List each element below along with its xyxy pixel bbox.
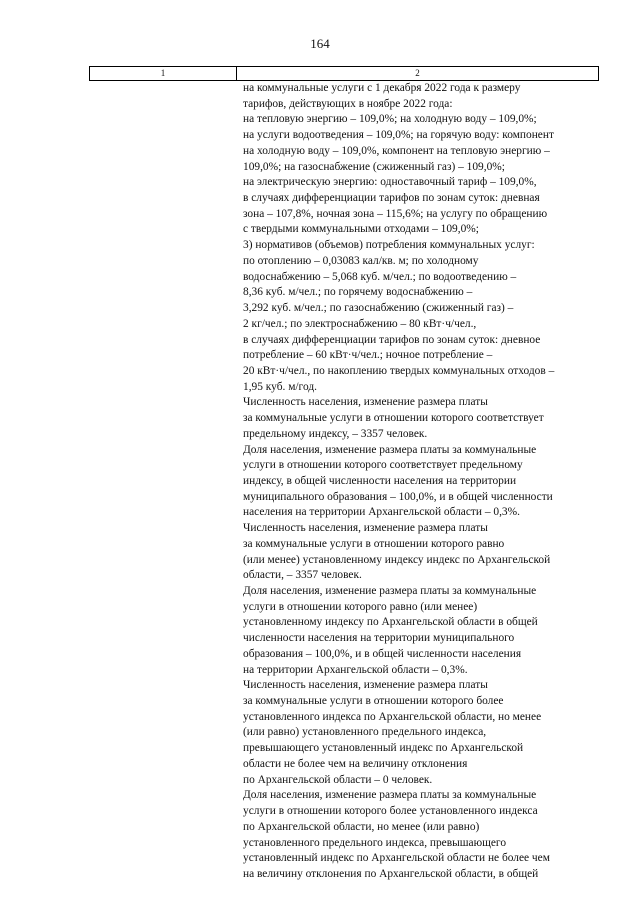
text-line: Численность населения, изменение размера платы (243, 522, 488, 535)
column-2-header: 2 (237, 67, 599, 80)
column-2-cell (236, 81, 599, 911)
text-line: на коммунальные услуги с 1 декабря 2022 года к размеру (243, 82, 521, 94)
text-line: Доля населения, изменение размера платы за коммунальные (243, 585, 537, 597)
text-line: Доля населения, изменение размера платы за коммунальные (243, 789, 537, 802)
text-line: установленный индекс по Архангельской области не более чем (243, 852, 550, 865)
text-line: услуги в отношении которого равно (или менее) (243, 600, 478, 613)
text-line: в случаях дифференциации тарифов по зонам суток: дневное (243, 333, 541, 346)
text-line: (или менее) установленному индексу индекс по Архангельской (243, 553, 551, 566)
text-line: 1,95 куб. м/год. (243, 380, 317, 393)
text-line: области, – 3357 человек. (243, 569, 362, 582)
document-table (89, 66, 599, 911)
text-line: 8,36 куб. м/чел.; по горячему водоснабжению – (243, 286, 473, 299)
text-line: по Архангельской области, но менее (или равно) (243, 820, 480, 833)
text-line: 2 кг/чел.; по электроснабжению – 80 кВт·ч/чел., (243, 317, 477, 330)
text-line: на холодную воду – 109,0%, компонент на тепловую энергию – (243, 144, 550, 157)
table-header-row (89, 66, 599, 81)
text-line: на электрическую энергию: одноставочный тариф – 109,0%, (243, 176, 537, 189)
text-line: тарифов, действующих в ноябре 2022 года: (243, 97, 453, 110)
text-line: населения на территории Архангельской области – 0,3%. (243, 506, 520, 519)
text-line: за коммунальные услуги в отношении которого соответствует (243, 412, 544, 425)
text-line: на величину отклонения по Архангельской области, в общей (243, 867, 539, 880)
text-line: области не более чем на величину отклонения (243, 757, 468, 770)
text-line: численности населения на территории муниципального (243, 632, 515, 645)
text-line: 109,0%; на газоснабжение (сжиженный газ) – 109,0%; (243, 160, 505, 173)
text-line: 3,292 куб. м/чел.; по газоснабжению (сжиженный газ) – (243, 302, 514, 315)
text-line: по отоплению – 0,03083 кал/кв. м; по холодному (243, 254, 479, 267)
text-line: предельному индексу, – 3357 человек. (243, 427, 428, 440)
text-line: установленного индекса по Архангельской области, но менее (243, 710, 542, 723)
text-line: на территории Архангельской области – 0,3%. (243, 663, 468, 676)
text-line: за коммунальные услуги в отношении которого более (243, 695, 504, 708)
text-line: установленному индексу по Архангельской области в общей (243, 616, 538, 629)
column-1-cell (89, 81, 236, 911)
text-line: муниципального образования – 100,0%, и в общей численности (243, 490, 553, 503)
text-line: по Архангельской области – 0 человек. (243, 773, 433, 786)
text-line: за коммунальные услуги в отношении которого равно (243, 537, 505, 550)
text-line: с твердыми коммунальными отходами – 109,0%; (243, 223, 479, 236)
text-line: на услуги водоотведения – 109,0%; на горячую воду: компонент (243, 129, 554, 142)
text-line: водоснабжению – 5,068 куб. м/чел.; по водоотведению – (243, 270, 517, 283)
text-line: услуги в отношении которого более установленного индекса (243, 805, 538, 818)
text-line: установленного предельного индекса, превышающего (243, 836, 507, 849)
text-line: услуги в отношении которого соответствует предельному (243, 459, 523, 472)
text-line: образования – 100,0%, и в общей численности населения (243, 647, 522, 660)
text-line: в случаях дифференциации тарифов по зонам суток: дневная (243, 192, 540, 205)
text-line: зона – 107,8%, ночная зона – 115,6%; на услугу по обращению (243, 207, 548, 220)
text-line: превышающего установленный индекс по Архангельской (243, 742, 524, 755)
table-body-row (89, 81, 599, 911)
text-line: Численность населения, изменение размера платы (243, 396, 488, 409)
text-line: 20 кВт·ч/чел., по накоплению твердых коммунальных отходов – (243, 364, 555, 377)
column-1-header: 1 (90, 67, 237, 80)
text-line: 3) нормативов (объемов) потребления коммунальных услуг: (243, 239, 535, 252)
text-line: на тепловую энергию – 109,0%; на холодную воду – 109,0%; (243, 113, 537, 126)
text-line: индексу, в общей численности населения на территории (243, 474, 517, 487)
text-line: Численность населения, изменение размера платы (243, 679, 488, 692)
page-number: 164 (310, 36, 330, 51)
text-line: Доля населения, изменение размера платы за коммунальные (243, 443, 537, 456)
text-line: потребление – 60 кВт·ч/чел.; ночное потребление – (243, 349, 493, 362)
text-line: (или равно) установленного предельного индекса, (243, 726, 487, 739)
